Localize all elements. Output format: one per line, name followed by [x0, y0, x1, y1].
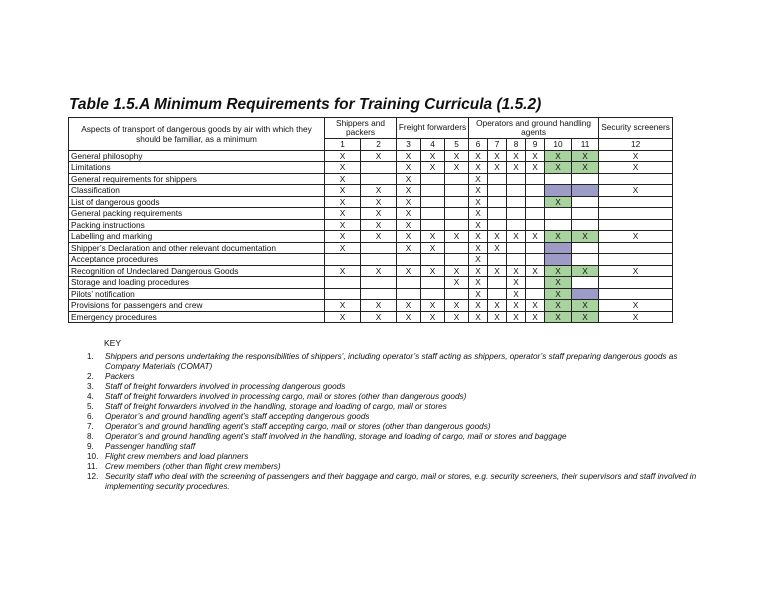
requirement-cell: [361, 162, 397, 174]
requirement-cell: [526, 208, 545, 220]
key-item-number: 9.: [87, 442, 94, 451]
requirement-cell: [599, 173, 673, 185]
requirement-cell: X: [361, 311, 397, 323]
requirement-cell: X: [397, 311, 421, 323]
requirement-cell: [526, 196, 545, 208]
key-item-text: Operator’s and ground handling agent’s staff involved in the handling, storage and loading of cargo, mail or stores and baggage: [105, 432, 567, 441]
requirement-cell: X: [488, 265, 507, 277]
column-number: 11: [572, 139, 599, 151]
requirement-cell: X: [397, 150, 421, 162]
requirement-cell: [488, 196, 507, 208]
group-header-security: Security screeners: [599, 118, 673, 139]
column-number: 5: [445, 139, 469, 151]
requirement-cell: X: [572, 231, 599, 243]
aspect-header: Aspects of transport of dangerous goods by air with which they should be familiar, as a minimum: [69, 118, 325, 151]
row-label: Pilots’ notification: [69, 288, 325, 300]
column-number: 9: [526, 139, 545, 151]
requirement-cell: [526, 277, 545, 289]
requirement-cell: X: [469, 219, 488, 231]
key-list: [87, 352, 707, 492]
column-number: 12: [599, 139, 673, 151]
requirement-cell: X: [545, 277, 572, 289]
row-label: Classification: [69, 185, 325, 197]
requirement-cell: X: [325, 162, 361, 174]
requirement-cell: X: [469, 300, 488, 312]
requirement-cell: [361, 277, 397, 289]
requirement-cell: [599, 196, 673, 208]
requirement-cell: [572, 219, 599, 231]
requirement-cell: [526, 242, 545, 254]
table-title: Table 1.5.A Minimum Requirements for Training Curricula (1.5.2): [69, 96, 542, 113]
requirement-cell: X: [361, 300, 397, 312]
requirement-cell: X: [572, 300, 599, 312]
group-header-freight: Freight forwarders: [397, 118, 469, 139]
table-row: [69, 265, 673, 277]
row-label: Acceptance procedures: [69, 254, 325, 266]
key-item: [87, 452, 707, 462]
column-number: 10: [545, 139, 572, 151]
requirement-cell: X: [488, 150, 507, 162]
requirement-cell: X: [599, 311, 673, 323]
requirement-cell: X: [421, 162, 445, 174]
requirement-cell: [397, 254, 421, 266]
row-label: Limitations: [69, 162, 325, 174]
key-item: [87, 472, 707, 492]
requirement-cell: X: [325, 185, 361, 197]
requirement-cell: X: [488, 311, 507, 323]
row-label: Recognition of Undeclared Dangerous Goods: [69, 265, 325, 277]
requirement-cell: X: [469, 311, 488, 323]
requirement-cell: X: [469, 208, 488, 220]
requirement-cell: X: [572, 162, 599, 174]
table-body: [69, 150, 673, 323]
column-number: 7: [488, 139, 507, 151]
requirement-cell: X: [526, 150, 545, 162]
table-row: [69, 254, 673, 266]
requirement-cell: [507, 254, 526, 266]
requirement-cell: [445, 219, 469, 231]
requirement-cell: X: [325, 219, 361, 231]
table-row: [69, 185, 673, 197]
requirement-cell: [361, 173, 397, 185]
table-row: [69, 311, 673, 323]
key-item-text: Staff of freight forwarders involved in processing cargo, mail or stores (other than dangerous goods): [105, 392, 467, 401]
requirement-cell: [599, 254, 673, 266]
requirement-cell: X: [361, 185, 397, 197]
requirement-cell: [445, 242, 469, 254]
requirement-cell: [507, 219, 526, 231]
requirement-cell: [488, 277, 507, 289]
table-row: [69, 288, 673, 300]
key-item-text: Operator’s and ground handling agent’s staff accepting dangerous goods: [105, 412, 370, 421]
requirement-cell: [572, 196, 599, 208]
requirement-cell: X: [526, 311, 545, 323]
requirement-cell: X: [361, 265, 397, 277]
requirement-cell: X: [421, 311, 445, 323]
requirement-cell: [361, 254, 397, 266]
requirement-cell: X: [545, 311, 572, 323]
requirement-cell: X: [421, 265, 445, 277]
requirement-cell: X: [397, 173, 421, 185]
requirement-cell: [397, 288, 421, 300]
key-item-text: Staff of freight forwarders involved in the handling, storage and loading of cargo, mail or stores: [105, 402, 447, 411]
requirement-cell: [599, 277, 673, 289]
requirement-cell: X: [421, 231, 445, 243]
requirement-cell: [421, 173, 445, 185]
requirement-cell: X: [526, 265, 545, 277]
requirement-cell: [445, 208, 469, 220]
row-label: General requirements for shippers: [69, 173, 325, 185]
requirement-cell: X: [526, 300, 545, 312]
requirement-cell: X: [545, 231, 572, 243]
requirement-cell: X: [397, 265, 421, 277]
requirement-cell: X: [361, 208, 397, 220]
requirement-cell: [572, 208, 599, 220]
table-row: [69, 196, 673, 208]
requirement-cell: X: [361, 196, 397, 208]
requirement-cell: X: [488, 300, 507, 312]
row-label: Packing instructions: [69, 219, 325, 231]
requirement-cell: [488, 208, 507, 220]
requirement-cell: X: [507, 231, 526, 243]
requirement-cell: X: [507, 150, 526, 162]
requirement-cell: X: [397, 162, 421, 174]
requirement-cell: X: [599, 231, 673, 243]
requirement-cell: X: [469, 185, 488, 197]
row-label: List of dangerous goods: [69, 196, 325, 208]
requirement-cell: X: [507, 265, 526, 277]
requirement-cell: X: [325, 208, 361, 220]
row-label: Storage and loading procedures: [69, 277, 325, 289]
requirement-cell: [421, 277, 445, 289]
requirement-cell: [361, 242, 397, 254]
requirement-cell: [421, 196, 445, 208]
requirement-cell: [526, 288, 545, 300]
requirement-cell: X: [421, 242, 445, 254]
row-label: Provisions for passengers and crew: [69, 300, 325, 312]
key-item-text: Packers: [105, 372, 135, 381]
requirement-cell: X: [507, 162, 526, 174]
requirement-cell: [599, 219, 673, 231]
requirement-cell: [572, 277, 599, 289]
requirement-cell: X: [572, 311, 599, 323]
key-item-number: 3.: [87, 382, 94, 391]
requirement-cell: [572, 173, 599, 185]
table-row: [69, 162, 673, 174]
requirement-cell: [397, 277, 421, 289]
requirement-cell: [421, 288, 445, 300]
requirement-cell: X: [325, 173, 361, 185]
requirement-cell: [526, 219, 545, 231]
key-section: [87, 338, 707, 492]
key-item-number: 5.: [87, 402, 94, 411]
requirement-cell: X: [445, 300, 469, 312]
requirement-cell: X: [469, 265, 488, 277]
table-row: [69, 242, 673, 254]
requirement-cell: [445, 254, 469, 266]
requirement-cell: X: [445, 231, 469, 243]
requirement-cell: X: [397, 208, 421, 220]
requirement-cell: [545, 254, 572, 266]
requirement-cell: X: [397, 185, 421, 197]
table-row: [69, 300, 673, 312]
table-row: [69, 150, 673, 162]
requirement-cell: X: [445, 311, 469, 323]
requirement-cell: [325, 254, 361, 266]
requirement-cell: [421, 219, 445, 231]
row-label: Labelling and marking: [69, 231, 325, 243]
requirement-cell: [572, 254, 599, 266]
key-item-text: Passenger handling staff: [105, 442, 196, 451]
requirement-cell: X: [325, 231, 361, 243]
requirement-cell: [545, 173, 572, 185]
key-item-number: 10.: [87, 452, 99, 461]
requirement-cell: X: [325, 311, 361, 323]
requirement-cell: X: [325, 196, 361, 208]
key-item: [87, 442, 707, 452]
requirement-cell: [445, 173, 469, 185]
column-number: 3: [397, 139, 421, 151]
requirement-cell: [488, 254, 507, 266]
key-item-number: 8.: [87, 432, 94, 441]
key-item: [87, 352, 707, 372]
requirement-cell: [545, 208, 572, 220]
table-row: [69, 208, 673, 220]
requirement-cell: X: [361, 231, 397, 243]
requirement-cell: [421, 254, 445, 266]
requirement-cell: [599, 242, 673, 254]
requirement-cell: [325, 277, 361, 289]
requirement-cell: X: [507, 288, 526, 300]
requirement-cell: [421, 185, 445, 197]
requirement-cell: X: [599, 185, 673, 197]
requirement-cell: X: [469, 173, 488, 185]
requirement-cell: X: [397, 231, 421, 243]
requirement-cell: X: [488, 231, 507, 243]
requirement-cell: X: [397, 242, 421, 254]
requirement-cell: X: [421, 150, 445, 162]
training-requirements-table: [68, 117, 673, 323]
key-title: KEY: [104, 338, 122, 348]
requirement-cell: X: [397, 300, 421, 312]
row-label: Shipper’s Declaration and other relevant documentation: [69, 242, 325, 254]
requirement-cell: [488, 219, 507, 231]
key-item: [87, 402, 707, 412]
table-row: [69, 231, 673, 243]
requirement-cell: X: [545, 265, 572, 277]
requirement-cell: [526, 254, 545, 266]
requirement-cell: [507, 196, 526, 208]
requirement-cell: X: [599, 150, 673, 162]
requirement-cell: [599, 208, 673, 220]
key-item: [87, 422, 707, 432]
requirement-cell: [599, 288, 673, 300]
requirement-cell: [445, 185, 469, 197]
requirement-cell: [488, 288, 507, 300]
requirement-cell: [545, 242, 572, 254]
column-number: 8: [507, 139, 526, 151]
requirement-cell: [421, 208, 445, 220]
key-item: [87, 462, 707, 472]
requirement-cell: X: [545, 288, 572, 300]
key-item-text: Security staff who deal with the screening of passengers and their baggage and cargo, mail or stores, e.g. security screeners, their supervisors and staff involved in implementing security procedures.: [105, 472, 697, 491]
requirement-cell: [445, 288, 469, 300]
requirement-cell: X: [325, 242, 361, 254]
requirement-cell: X: [526, 162, 545, 174]
key-item-number: 12.: [87, 472, 99, 481]
requirement-cell: X: [469, 288, 488, 300]
requirement-cell: X: [469, 231, 488, 243]
requirement-cell: X: [599, 265, 673, 277]
requirement-cell: X: [545, 196, 572, 208]
key-item: [87, 432, 707, 442]
requirement-cell: X: [361, 150, 397, 162]
requirement-cell: [572, 242, 599, 254]
table-row: [69, 219, 673, 231]
group-header-operators: Operators and ground handling agents: [469, 118, 599, 139]
requirement-cell: X: [397, 219, 421, 231]
requirement-cell: X: [469, 150, 488, 162]
requirement-cell: [488, 173, 507, 185]
key-item: [87, 372, 707, 382]
column-number: 1: [325, 139, 361, 151]
table-row: [69, 173, 673, 185]
column-number: 4: [421, 139, 445, 151]
column-number: 2: [361, 139, 397, 151]
requirement-cell: X: [421, 300, 445, 312]
requirement-cell: X: [572, 150, 599, 162]
requirement-cell: [507, 242, 526, 254]
requirement-cell: X: [469, 277, 488, 289]
requirement-cell: X: [469, 242, 488, 254]
requirement-cell: X: [325, 150, 361, 162]
requirement-cell: [526, 173, 545, 185]
requirement-cell: [545, 219, 572, 231]
table-row: [69, 277, 673, 289]
requirement-cell: [488, 185, 507, 197]
requirement-cell: [572, 185, 599, 197]
row-label: General packing requirements: [69, 208, 325, 220]
key-item-number: 1.: [87, 352, 94, 361]
group-header-row: [69, 118, 673, 139]
requirement-cell: X: [545, 162, 572, 174]
requirement-cell: X: [599, 162, 673, 174]
requirement-cell: X: [507, 311, 526, 323]
key-item-number: 2.: [87, 372, 94, 381]
requirement-cell: X: [488, 162, 507, 174]
requirement-cell: [507, 173, 526, 185]
requirement-cell: [572, 288, 599, 300]
requirement-cell: X: [325, 265, 361, 277]
key-item-text: Shippers and persons undertaking the responsibilities of shippers’, including operator’s staff acting as shippers, operator’s staff preparing dangerous goods as Company Materials (COMAT): [105, 352, 678, 371]
requirement-cell: X: [599, 300, 673, 312]
key-item-text: Operator’s and ground handling agent’s staff accepting cargo, mail or stores (other than dangerous goods): [105, 422, 491, 431]
key-item-number: 4.: [87, 392, 94, 401]
requirement-cell: [507, 185, 526, 197]
key-item-number: 11.: [87, 462, 98, 471]
requirement-cell: X: [545, 300, 572, 312]
key-item-number: 7.: [87, 422, 94, 431]
requirement-cell: [545, 185, 572, 197]
requirement-cell: X: [469, 254, 488, 266]
requirement-cell: X: [361, 219, 397, 231]
requirement-cell: [526, 185, 545, 197]
requirement-cell: X: [526, 231, 545, 243]
requirement-cell: X: [397, 196, 421, 208]
requirement-cell: [507, 208, 526, 220]
requirement-cell: X: [507, 277, 526, 289]
requirement-cell: X: [445, 277, 469, 289]
requirement-cell: [361, 288, 397, 300]
key-item-text: Flight crew members and load planners: [105, 452, 249, 461]
key-item: [87, 412, 707, 422]
requirement-cell: [325, 288, 361, 300]
key-item-number: 6.: [87, 412, 94, 421]
row-label: Emergency procedures: [69, 311, 325, 323]
requirement-cell: [445, 196, 469, 208]
requirement-cell: X: [445, 162, 469, 174]
key-item: [87, 392, 707, 402]
requirement-cell: X: [325, 300, 361, 312]
requirement-cell: X: [572, 265, 599, 277]
requirement-cell: X: [469, 162, 488, 174]
key-item-text: Crew members (other than flight crew members): [105, 462, 281, 471]
column-number: 6: [469, 139, 488, 151]
group-header-shippers: Shippers and packers: [325, 118, 397, 139]
requirement-cell: X: [469, 196, 488, 208]
requirement-cell: X: [507, 300, 526, 312]
key-item-text: Staff of freight forwarders involved in processing dangerous goods: [105, 382, 346, 391]
requirement-cell: X: [545, 150, 572, 162]
key-item: [87, 382, 707, 392]
requirement-cell: X: [445, 265, 469, 277]
row-label: General philosophy: [69, 150, 325, 162]
requirement-cell: X: [445, 150, 469, 162]
requirement-cell: X: [488, 242, 507, 254]
